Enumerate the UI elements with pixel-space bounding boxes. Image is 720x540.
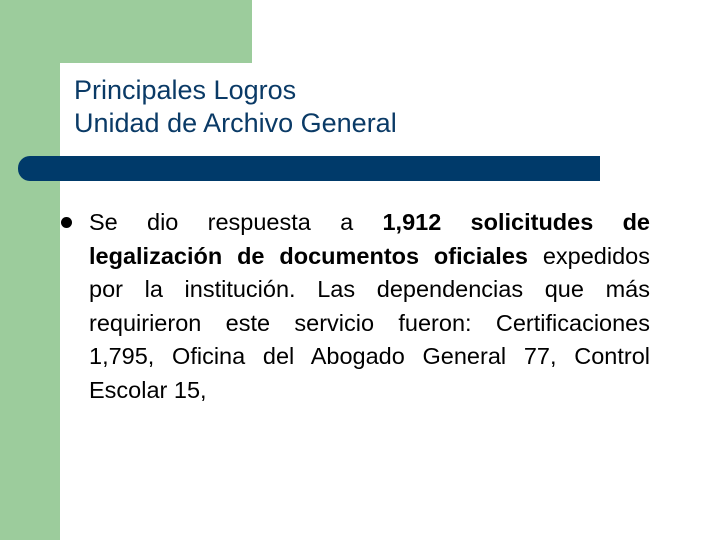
bullet-text-bold: 1,912 solicitudes de legalización de documentos oficiales <box>89 209 650 269</box>
title-line-1: Principales Logros <box>74 75 297 105</box>
left-accent-bar <box>0 0 60 540</box>
title-divider-bar <box>18 156 600 181</box>
bullet-dot-icon <box>61 217 72 228</box>
bullet-text <box>89 206 650 407</box>
bullet-text-part2: expedidos por la institución. Las dependencias que más requirieron este servicio fueron: Certificaciones 1,795, Oficina del Abogado General 77, Control Escolar 15, <box>89 242 650 403</box>
title-line-2: Unidad de Archivo General <box>74 108 397 138</box>
top-accent-block <box>0 0 252 63</box>
slide-title <box>74 74 397 140</box>
bullet-text-part1: Se dio respuesta a <box>89 209 383 235</box>
